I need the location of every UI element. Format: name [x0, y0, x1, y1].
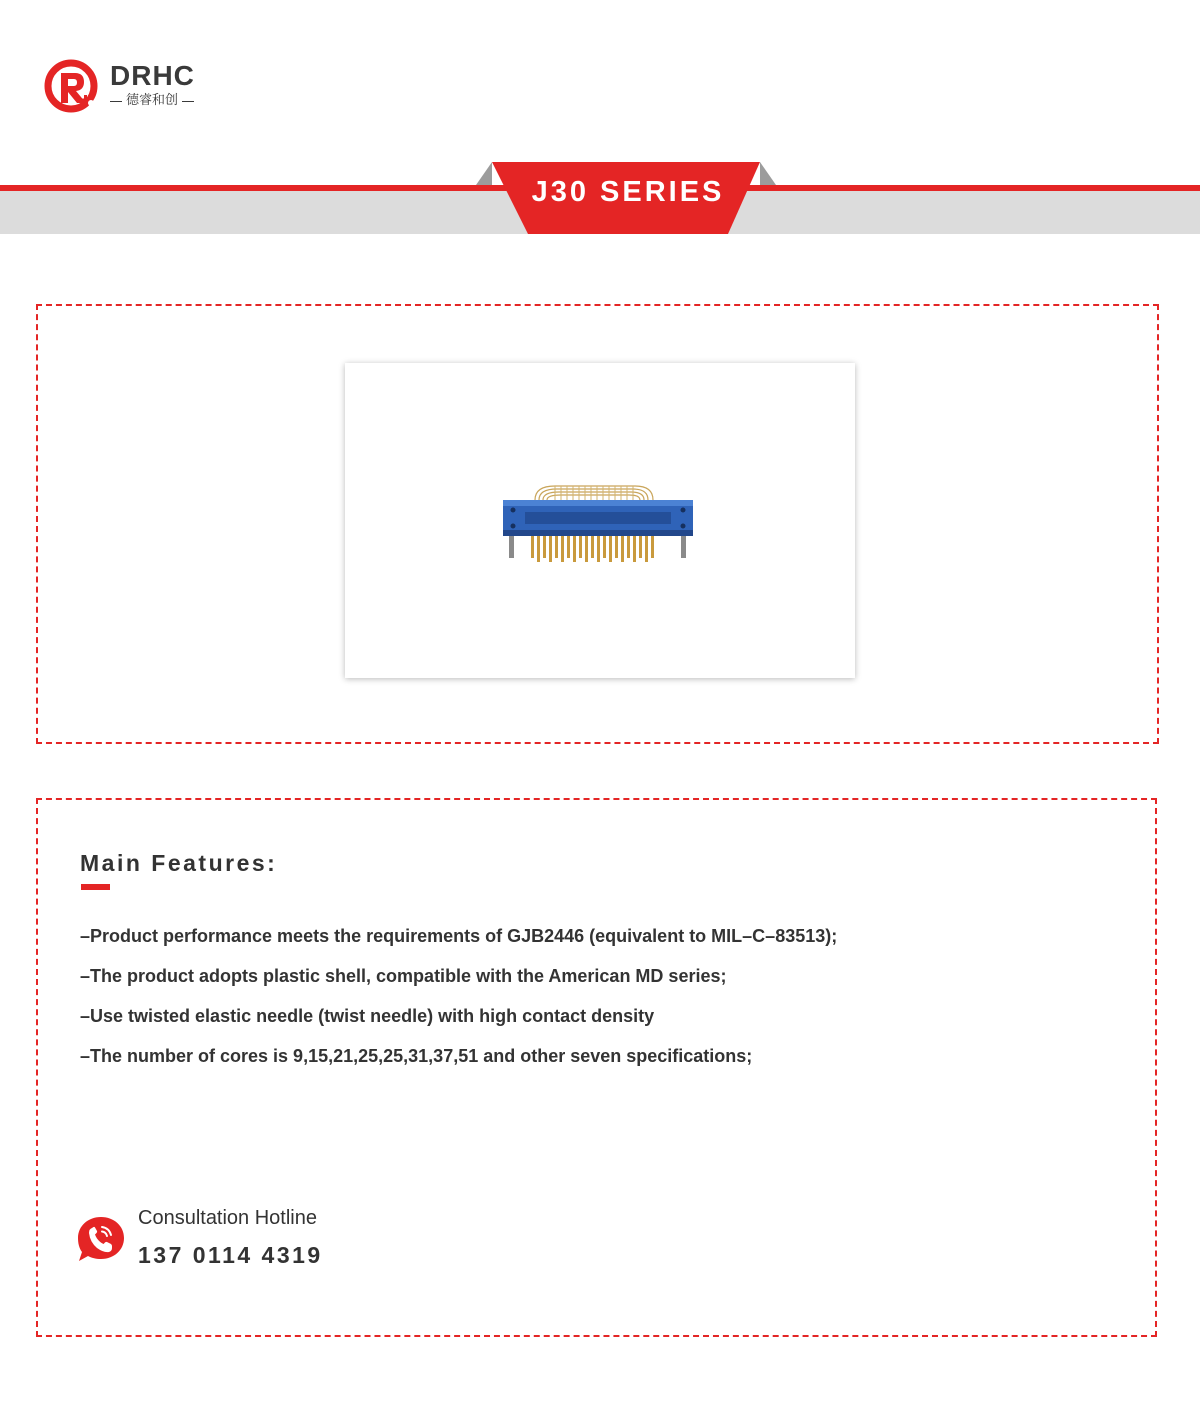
feature-item: –Product performance meets the requirements of GJB2446 (equivalent to MIL–C–83513); — [80, 926, 838, 946]
feature-item: –Use twisted elastic needle (twist needle) with high contact density — [80, 1006, 655, 1026]
subtitle-dash-left — [110, 101, 122, 102]
features-title-underline — [81, 884, 110, 890]
feature-item: –The product adopts plastic shell, compatible with the American MD series; — [80, 966, 727, 986]
brand-subtitle — [110, 93, 194, 109]
brand-logo[interactable] — [44, 57, 224, 117]
series-title: J30 SERIES — [531, 176, 725, 208]
brand-subtitle-text: 德睿和创 — [126, 93, 179, 108]
j30-connector-image — [495, 478, 700, 578]
hotline-number[interactable]: 137 0114 4319 — [138, 1242, 323, 1268]
subtitle-dash-right — [182, 101, 194, 102]
product-image-card — [345, 363, 855, 678]
hotline-label: Consultation Hotline — [138, 1207, 317, 1229]
feature-item: –The number of cores is 9,15,21,25,25,31,37,51 and other seven specifications; — [80, 1046, 753, 1066]
features-list — [80, 924, 837, 1084]
phone-icon[interactable] — [76, 1215, 126, 1263]
drhc-r-logo-icon — [44, 57, 102, 115]
brand-name: DRHC — [110, 60, 195, 91]
features-title: Main Features: — [80, 850, 278, 876]
